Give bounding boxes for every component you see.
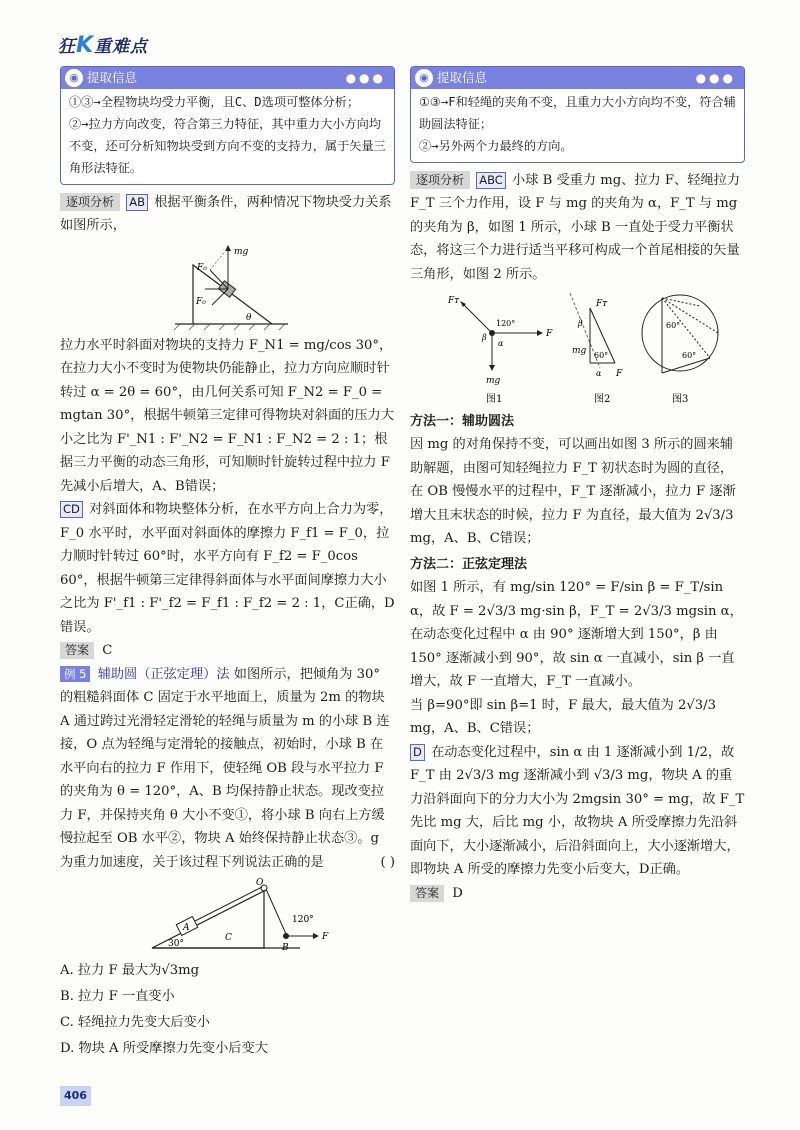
ab-analysis-text-2: 拉力水平时斜面对物块的支持力 F_N1 = mg/cos 30°，在拉力大小不变时为使物块仍能静止，拉力方向应顺时针转过 α = 2θ = 60°，由几何关系可知 F_N2 = F_0 = mgtan 30°，根据牛顿第三定律可得物块对斜面的压力大小之比为 F'_N1 : F'_N2 = F_N1 : F_N2 = 2 : 1；根据三力平衡的动态三角形，可知顺时针旋转过程中拉力 F 先减小后增大，A、B错误；	[60, 337, 394, 494]
svg-text:B: B	[282, 943, 289, 954]
svg-text:α: α	[596, 369, 602, 379]
fig2-label: 图2	[594, 394, 611, 406]
choice-d: D. 物块 A 所受摩擦力先变小后变大	[60, 1040, 268, 1056]
svg-text:mg: mg	[486, 376, 501, 387]
svg-text:β: β	[578, 319, 583, 329]
svg-text:α: α	[498, 339, 504, 349]
pulley-incline-figure	[60, 876, 395, 956]
svg-text:Fᴛ: Fᴛ	[596, 299, 608, 310]
svg-text:F: F	[616, 369, 623, 380]
incline-force-figure	[60, 240, 395, 332]
answer-tag: 答案	[410, 885, 444, 902]
analysis-tag: 逐项分析	[60, 193, 120, 211]
option-tag: CD	[60, 501, 83, 518]
choice-b: B. 拉力 F 一直变小	[60, 989, 175, 1005]
example-text: 如图所示，把倾角为 30° 的粗糙斜面体 C 固定于水平地面上，质量为 2m 的物块 A 通过跨过光滑轻定滑轮的轻绳与质量为 m 的小球 B 连接，O 点为轻绳与定滑轮的接触点，初始时，小球 B 在水平向右的拉力 F 作用下，使轻绳 OB 段与水平拉力 F 的夹角为 θ = 120°，A、B 均保持静止状态。现改变拉力 F，并保持夹角 θ 大小不变①，将小球 B 向右上方缓慢拉起至 OB 水平②，物块 A 始终保持静止状态③。g 为重力加速度，关于该过程下列说法正确的是	[60, 666, 390, 870]
choice-list	[60, 958, 395, 1061]
force-figures	[410, 288, 745, 408]
svg-text:30°: 30°	[168, 939, 184, 950]
info-title: 提取信息	[437, 70, 488, 85]
cd-analysis-text: 对斜面体和物块整体分析，在水平方向上合力为零，F_0 水平时，水平面对斜面体的摩擦力 F_f1 = F_0，拉力顺时针转过 60°时，水平方向有 F_f2 = F_0cos 60°，根据牛顿第三定律得斜面体与水平面间摩擦力大小之比为 F'_f1 : F'_f2 = F_f1 : F_f2 = 2 : 1，C正确，D错误。	[60, 502, 395, 635]
ab-analysis-text: 根据平衡条件，两种情况下物块受力关系如图所示，	[60, 194, 392, 234]
owl-icon: ◉	[65, 69, 83, 87]
method2-text: 如图 1 所示，有 mg/sin 120° = F/sin β = F_T/sin α，故 F = 2√3/3 mg·sin β，F_T = 2√3/3 mgsin α，在动态变化过程中 α 由 90° 逐渐增大到 150°，β 由 150° 逐渐减小到 90°，故 sin α 一直减小，sin β 一直增大，故 F 一直增大，F_T 一直减小。	[410, 580, 743, 690]
choice-c: C. 轻绳拉力先变大后变小	[60, 1014, 210, 1030]
answer-tag: 答案	[60, 642, 94, 659]
info-line: ①③→F和轻绳的夹角不变，且重力大小方向均不变，符合辅助圆法特征；	[419, 95, 736, 131]
fig1-label: 图1	[486, 394, 503, 406]
right-column	[410, 66, 745, 905]
answer-value: D	[452, 885, 463, 901]
svg-text:θ: θ	[246, 312, 252, 323]
left-column	[60, 66, 395, 1061]
info-title: 提取信息	[87, 70, 138, 85]
answer-value: C	[102, 643, 113, 659]
fig3-label: 图3	[672, 394, 689, 406]
info-header	[411, 67, 744, 89]
abc-analysis-text: 小球 B 受重力 mg、拉力 F、轻绳拉力 F_T 三个力作用，设 F 与 mg 的夹角为 α，F_T 与 mg 的夹角为 β，如图 1 所示，小球 B 一直处于受力平衡状态，将这三个力进行适当平移可构成一个首尾相接的矢量三角形，如图 2 所示。	[410, 172, 741, 282]
info-box-right	[410, 66, 745, 163]
example-tag: 例 5	[60, 666, 90, 682]
example-title: 辅助圆（正弦定理）法	[97, 666, 230, 682]
svg-text:β: β	[482, 333, 487, 343]
svg-text:mg: mg	[572, 346, 587, 357]
svg-text:F: F	[546, 329, 553, 340]
choice-a: A. 拉力 F 最大为√3mg	[60, 963, 200, 979]
svg-text:F₀: F₀	[196, 296, 206, 307]
svg-text:F₀: F₀	[197, 262, 207, 273]
method1-title: 方法一：辅助圆法	[410, 414, 515, 430]
svg-text:120°: 120°	[496, 319, 516, 329]
svg-text:Fᴛ: Fᴛ	[448, 296, 460, 307]
info-line: ②→另外两个力最终的方向。	[419, 138, 573, 153]
info-box-left	[60, 66, 395, 185]
info-line: ②→拉力方向改变，符合第三力特征，其中重力大小方向均不变，还可分析知物块受到方向不变的支持力，属于矢量三角形法特征。	[69, 116, 386, 175]
analysis-tag: 逐项分析	[410, 171, 470, 189]
dots-icon: ●●●	[695, 71, 736, 85]
option-tag: D	[410, 744, 425, 761]
svg-text:120°: 120°	[292, 915, 314, 926]
svg-text:A: A	[183, 923, 190, 934]
svg-text:F: F	[322, 932, 329, 943]
svg-text:60°: 60°	[682, 351, 697, 361]
info-header	[61, 67, 394, 89]
svg-text:C: C	[225, 933, 232, 944]
info-line: ①③→全程物块均受力平衡，且C、D选项可整体分析；	[69, 95, 360, 109]
method1-text: 因 mg 的对角保持不变，可以画出如图 3 所示的圆来辅助解题，由图可知轻绳拉力 F_T 初状态时为圆的直径，在 OB 慢慢水平的过程中，F_T 逐渐减小，拉力 F 逐渐增大且末状态的时候，拉力 F 为直径，最大值为 2√3/3 mg，A、B、C错误；	[410, 437, 736, 547]
svg-text:O: O	[256, 878, 264, 889]
dots-icon: ●●●	[345, 71, 386, 85]
option-tag: AB	[126, 194, 148, 211]
svg-text:60°: 60°	[594, 351, 609, 361]
method2-text-2: 当 β=90°即 sin β=1 时，F 最大，最大值为 2√3/3 mg，A、B、C错误；	[410, 697, 716, 737]
method2-title: 方法二：正弦定理法	[410, 556, 528, 572]
answer-bracket: ( )	[380, 854, 395, 870]
d-analysis-text: 在动态变化过程中，sin α 由 1 逐渐减小到 1/2，故 F_T 由 2√3/3 mg 逐渐减小到 √3/3 mg，物块 A 的重力沿斜面向下的分力大小为 2mgsin 30° = mg，故 F_T 先比 mg 大，后比 mg 小，故物块 A 所受摩擦力先沿斜面向下，大小逐渐减小，后沿斜面向上，大小逐渐增大，即物块 A 所受的摩擦力先变小后变大，D正确。	[410, 744, 745, 878]
owl-icon: ◉	[415, 69, 433, 87]
option-tag: ABC	[476, 172, 506, 189]
svg-text:mg: mg	[234, 246, 249, 257]
page-number: 406	[60, 1086, 91, 1106]
svg-text:60°: 60°	[666, 321, 681, 331]
book-logo: 狂K重难点	[58, 33, 149, 58]
